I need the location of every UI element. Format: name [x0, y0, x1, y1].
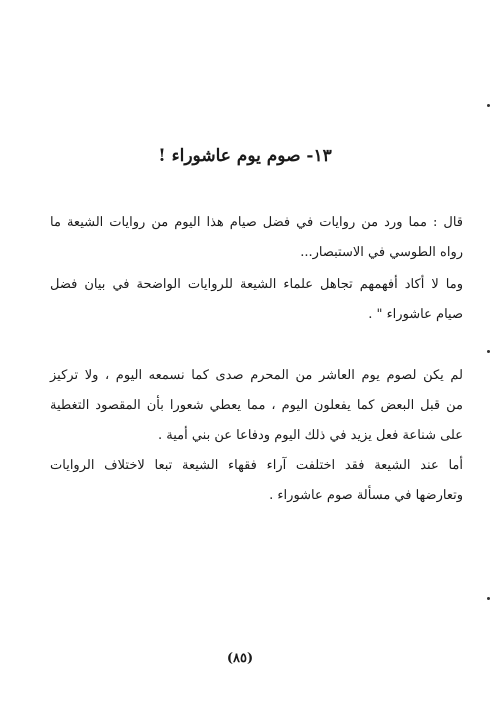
margin-mark: [487, 104, 490, 107]
section-heading: ١٣- صوم يوم عاشوراء !: [158, 146, 332, 166]
text-line: رواه الطوسي في الاستبصار...: [300, 245, 463, 260]
text-line: وتعارضها في مسألة صوم عاشوراء .: [269, 488, 463, 503]
text-line: أما عند الشيعة فقد اختلفت آراء فقهاء الشيعة تبعا لاختلاف الروايات: [50, 458, 463, 473]
text-line: لم يكن لصوم يوم العاشر من المحرم صدى كما نسمعه اليوم ، ولا تركيز: [50, 368, 463, 383]
text-line: وما لا أكاد أفهمهم تجاهل علماء الشيعة للروايات الواضحة في بيان فضل: [50, 277, 463, 292]
margin-mark: [487, 597, 490, 600]
text-line: قال : مما ورد من روايات في فضل صيام هذا اليوم من روايات الشيعة ما: [50, 215, 463, 230]
margin-mark: [487, 350, 490, 353]
text-line: من قبل البعض كما يفعلون اليوم ، مما يعطي شعورا بأن المقصود التغطية: [50, 398, 463, 413]
page-number: (٨٥): [226, 651, 254, 666]
text-line: صيام عاشوراء " .: [368, 307, 463, 322]
text-line: على شناعة فعل يزيد في ذلك اليوم ودفاعا عن بني أمية .: [157, 428, 463, 443]
